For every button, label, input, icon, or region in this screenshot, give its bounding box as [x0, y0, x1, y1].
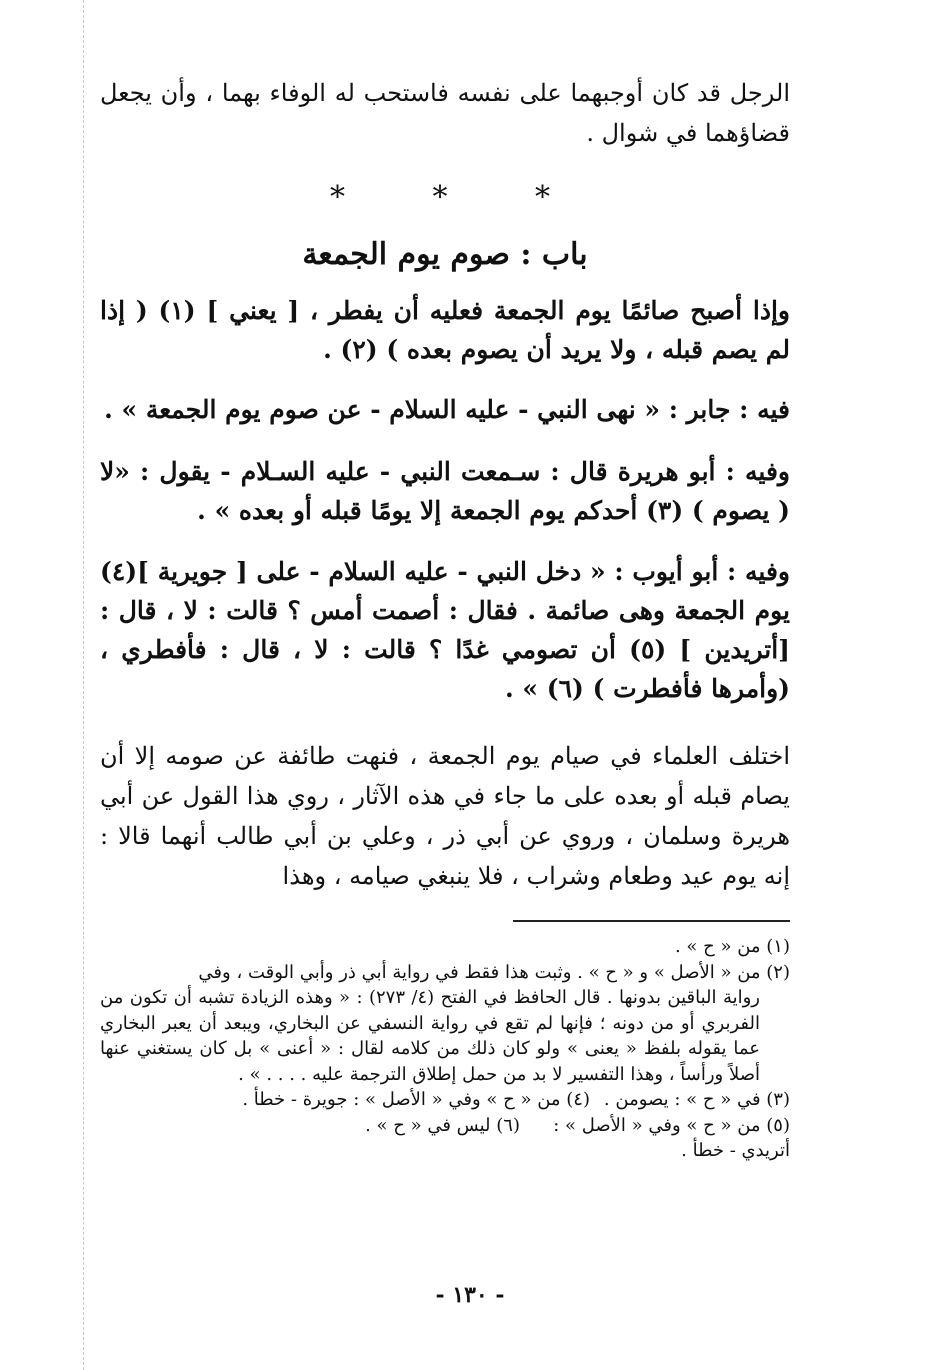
commentary-paragraph: اختلف العلماء في صيام يوم الجمعة ، فنهت طائفة عن صومه إلا أن يصام قبله أو بعده على ما جاء في هذه الآثار ، روي هذا القول عن أبي هريرة وسلمان ، وروي عن أبي ذر ، وعلي بن أبي طالب أنهما قالا : إنه يوم عيد وطعام وشراب ، فلا ينبغي صيامه ، وهذا: [100, 742, 790, 890]
footnote-row: [100, 1113, 790, 1164]
intro-paragraph: الرجل قد كان أوجبهما على نفسه فاستحب له الوفاء بهما ، وأن يجعل قضاؤهما في شوال .: [100, 79, 790, 147]
section-separator: [330, 180, 550, 216]
footnote: (٤) من « ح » وفي « الأصل » : جويرة - خطأ .: [242, 1089, 590, 1110]
footnote-continuation: رواية الباقين بدونها . قال الحافظ في الفتح (٤/ ٢٧٣) : « وهذه الزيادة تشبه أن تكون من الفربري أو من دونه ؛ فإنها لم تقع في رواية النسفي عن البخاري، ويبعد أن يعبر البخاري عما يقوله بلفظ « يعنى » ولو كان ذلك من كلامه لقال : « أعنى » بل كان يستغني عنها أصلاً ورأساً ، وهذا التفسير لا بد من حمل إطلاق الترجمة عليه . . . . » .: [100, 987, 760, 1085]
separator-star: *: [432, 180, 448, 215]
separator-star: *: [535, 180, 550, 215]
footnote: (٢) من « الأصل » و « ح » . وثبت هذا فقط في رواية أبي ذر وأبي الوقت ، وفي: [198, 961, 790, 983]
footnote-row: [100, 1087, 790, 1113]
footnote: (٦) ليس في « ح » .: [365, 1114, 520, 1136]
footnote: (٣) في « ح » : يصومن .: [603, 1089, 790, 1110]
footnote: (٥) من « ح » وفي « الأصل » : أتريدي - خطأ .: [553, 1114, 790, 1161]
footnote: (١) من « ح » .: [674, 936, 790, 957]
hadith-paragraph: وفيه : أبو أيوب : « دخل النبي - عليه السلام - على [ جويرية ](٤) يوم الجمعة وهى صائمة . فقال : أصمت أمس ؟ قالت : لا ، قال : [أتريدين ] (٥) أن تصومي غدًا ؟ قالت : لا ، قال : فأفطري ، (وأمرها فأفطرت ) (٦) » .: [100, 557, 790, 703]
separator-star: *: [330, 180, 345, 215]
chapter-text: وإذا أصبح صائمًا يوم الجمعة فعليه أن يفطر ، [ يعني ] (١) ( إذا لم يصم قبله ، ولا يريد أن يصوم بعده ) (٢) .: [100, 296, 791, 364]
hadith-paragraph: فيه : جابر : « نهى النبي - عليه السلام - عن صوم يوم الجمعة » .: [104, 395, 790, 424]
chapter-heading: باب : صوم يوم الجمعة: [302, 237, 588, 272]
footnotes: [100, 934, 790, 1164]
page-number: - ١٣٠ -: [435, 1282, 505, 1308]
scan-edge-line: [83, 0, 84, 1370]
hadith-paragraph: وفيه : أبو هريرة قال : سـمعت النبي - عليه السـلام - يقول : «لا ( يصوم ) (٣) أحدكم يوم الجمعة إلا يومًا قبله أو بعده » .: [100, 457, 790, 525]
footnote-divider: [513, 920, 790, 922]
